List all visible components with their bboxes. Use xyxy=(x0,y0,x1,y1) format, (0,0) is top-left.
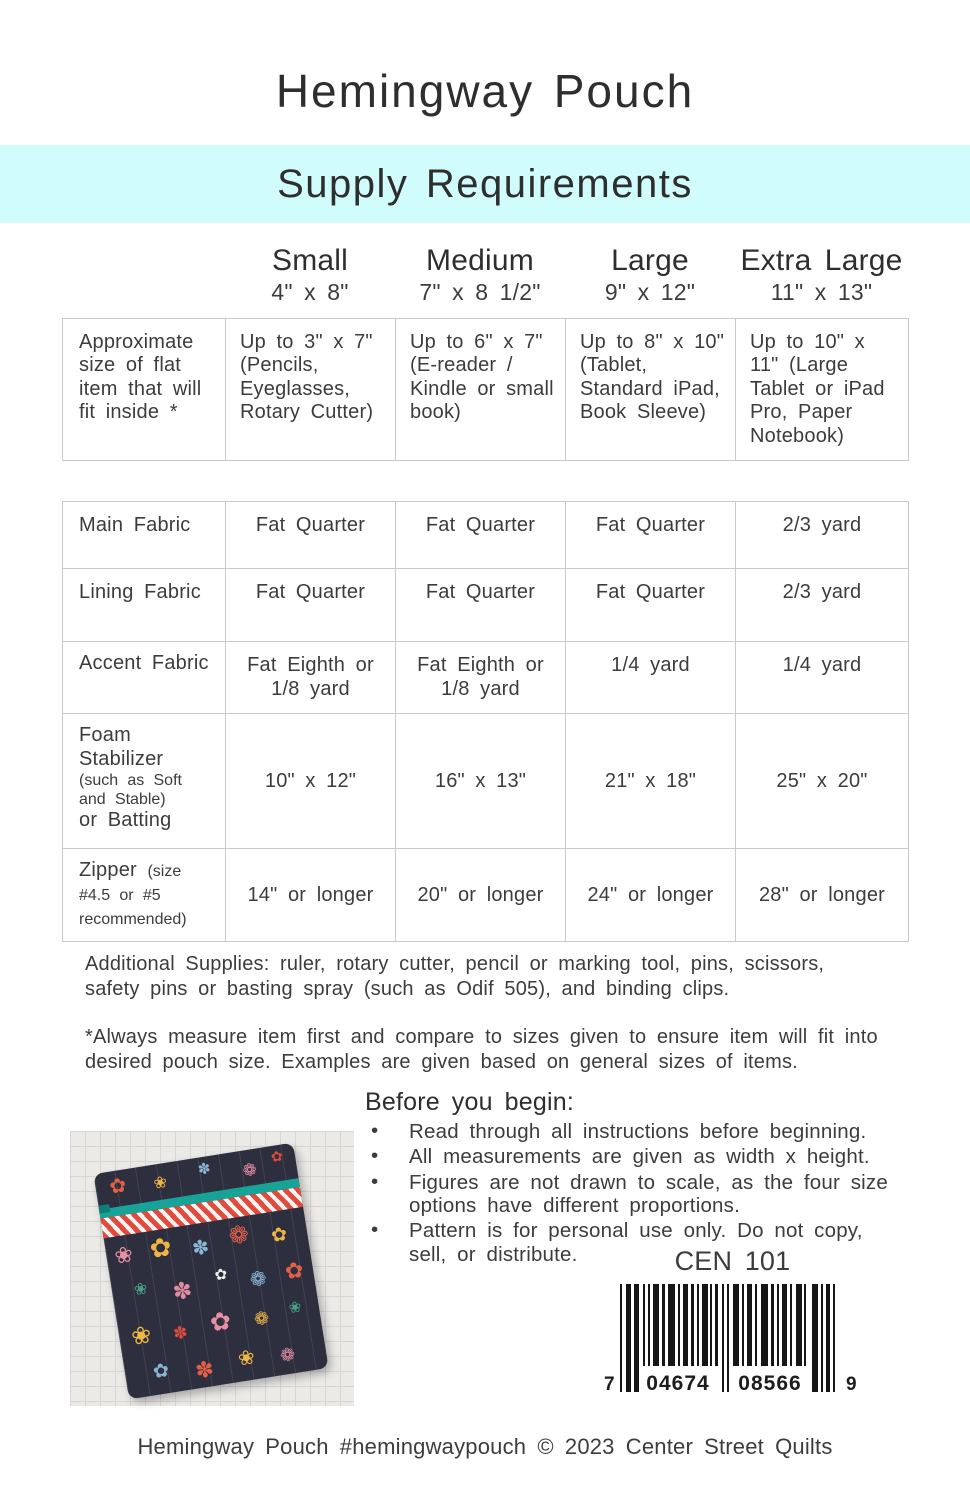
size-column-small xyxy=(225,245,395,306)
size-column-extra-large xyxy=(735,245,908,306)
cell: 25" x 20" xyxy=(736,714,909,849)
list-item: • Pattern is for personal use only. Do not copy, sell, or distribute. xyxy=(365,1219,895,1266)
flower-icon xyxy=(108,1175,128,1197)
list-item: • Read through all instructions before beginning. xyxy=(365,1120,895,1143)
fit-cell-medium: Up to 6" x 7" (E-reader / Kindle or small book) xyxy=(396,318,566,461)
subtitle-text: Supply Requirements xyxy=(277,161,693,206)
table-row xyxy=(63,569,909,642)
size-header-row xyxy=(62,245,908,306)
subtitle-banner xyxy=(0,145,970,223)
cell: Fat Quarter xyxy=(396,502,566,569)
flower-icon xyxy=(152,1361,171,1382)
pouch-photo xyxy=(65,1126,359,1411)
size-column-large xyxy=(565,245,735,306)
cell: 2/3 yard xyxy=(736,569,909,642)
supply-table xyxy=(62,501,909,942)
cell: Fat Eighth or 1/8 yard xyxy=(396,642,566,714)
measure-first-note: *Always measure item first and compare to sizes given to ensure item will fit into desired pouch size. Examples are given based on general sizes of items. xyxy=(85,1026,878,1073)
row-label xyxy=(63,714,226,849)
flower-icon xyxy=(148,1233,174,1262)
cell: 21" x 18" xyxy=(566,714,736,849)
fit-cell-large: Up to 8" x 10" (Tablet, Standard iPad, Book Sleeve) xyxy=(566,318,736,461)
flower-icon xyxy=(172,1324,189,1343)
size-header-spacer xyxy=(62,245,225,306)
size-name: Large xyxy=(611,244,689,277)
flower-icon xyxy=(197,1161,212,1178)
flower-icon xyxy=(241,1161,258,1180)
row-label xyxy=(63,849,226,942)
flower-icon xyxy=(237,1347,257,1369)
flower-icon xyxy=(113,1243,135,1268)
flower-icon xyxy=(214,1267,229,1284)
flower-icon xyxy=(253,1309,271,1329)
flower-icon xyxy=(248,1269,268,1291)
cell: 1/4 yard xyxy=(736,642,909,714)
cell: Fat Quarter xyxy=(566,502,736,569)
cell: Fat Eighth or 1/8 yard xyxy=(226,642,396,714)
flower-icon xyxy=(227,1223,251,1250)
flower-icon xyxy=(270,1149,284,1165)
size-name: Medium xyxy=(426,244,534,277)
size-name: Small xyxy=(271,244,348,277)
flower-icon xyxy=(130,1323,154,1350)
row-label: Main Fabric xyxy=(63,502,226,569)
table-row xyxy=(63,502,909,569)
list-item: • Figures are not drawn to scale, as the four size options have different proportions. xyxy=(365,1171,895,1218)
barcode-group-2: 08566 xyxy=(738,1372,802,1396)
page-title: Hemingway Pouch xyxy=(275,65,695,117)
cell: 24" or longer xyxy=(566,849,736,942)
before-you-begin-heading: Before you begin: xyxy=(365,1088,574,1117)
row-label-note: (such as Soft and Stable) xyxy=(79,771,182,808)
flower-icon xyxy=(191,1237,211,1259)
cell: 2/3 yard xyxy=(736,502,909,569)
size-dims: 11" x 13" xyxy=(770,278,873,305)
row-label-suffix: or Batting xyxy=(79,809,172,832)
flower-icon xyxy=(283,1259,305,1284)
fit-size-table xyxy=(62,318,909,462)
row-label-note: (size #4.5 or #5 recommended) xyxy=(79,863,187,928)
barcode-left-digit: 7 xyxy=(604,1374,616,1396)
size-name: Extra Large xyxy=(740,244,903,277)
flower-icon xyxy=(288,1299,303,1316)
flower-icon xyxy=(133,1281,149,1299)
fit-row-label: Approximate size of flat item that will fit inside * xyxy=(63,318,226,461)
table-row xyxy=(63,318,909,461)
barcode-group-1: 04674 xyxy=(646,1372,710,1396)
bottom-section xyxy=(0,1088,970,1424)
cell: 14" or longer xyxy=(226,849,396,942)
table-row xyxy=(63,714,909,849)
barcode-right-digit: 9 xyxy=(846,1374,858,1396)
flower-icon xyxy=(171,1278,194,1304)
flower-icon xyxy=(279,1345,297,1365)
flower-icon xyxy=(194,1358,216,1383)
cell: Fat Quarter xyxy=(226,502,396,569)
footer-credit: Hemingway Pouch #hemingwaypouch © 2023 Center Street Quilts xyxy=(137,1434,833,1460)
flower-icon xyxy=(153,1175,169,1193)
size-dims: 9" x 12" xyxy=(604,278,696,305)
cell: 20" or longer xyxy=(396,849,566,942)
cell: 10" x 12" xyxy=(226,714,396,849)
cell: Fat Quarter xyxy=(566,569,736,642)
cell: Fat Quarter xyxy=(226,569,396,642)
cell: 16" x 13" xyxy=(396,714,566,849)
row-label-main: Zipper xyxy=(79,859,137,882)
list-item: • All measurements are given as width x height. xyxy=(365,1145,895,1168)
row-label-main: Foam Stabilizer xyxy=(79,724,164,771)
table-row xyxy=(63,849,909,942)
cell: Fat Quarter xyxy=(396,569,566,642)
before-you-begin-block xyxy=(365,1088,910,1266)
row-label: Accent Fabric xyxy=(63,642,226,714)
upc-barcode xyxy=(600,1280,865,1408)
before-you-begin-list xyxy=(365,1120,910,1266)
fit-cell-small: Up to 3" x 7" (Pencils, Eyeglasses, Rotary Cutter) xyxy=(226,318,396,461)
fit-cell-extra-large: Up to 10" x 11" (Large Tablet or iPad Pro, Paper Notebook) xyxy=(736,318,909,461)
cell: 28" or longer xyxy=(736,849,909,942)
additional-supplies-note: Additional Supplies: ruler, rotary cutter, pencil or marking tool, pins, scissors, safety pins or basting spray (such as Odif 505), and binding clips. xyxy=(85,953,825,1000)
size-column-medium xyxy=(395,245,565,306)
cell: 1/4 yard xyxy=(566,642,736,714)
flower-icon xyxy=(208,1309,233,1337)
size-dims: 4" x 8" xyxy=(271,278,349,305)
size-dims: 7" x 8 1/2" xyxy=(419,278,541,305)
pouch-image xyxy=(93,1143,328,1400)
table-row xyxy=(63,642,909,714)
flower-icon xyxy=(270,1225,289,1246)
row-label: Lining Fabric xyxy=(63,569,226,642)
product-code: CEN 101 xyxy=(674,1246,791,1277)
